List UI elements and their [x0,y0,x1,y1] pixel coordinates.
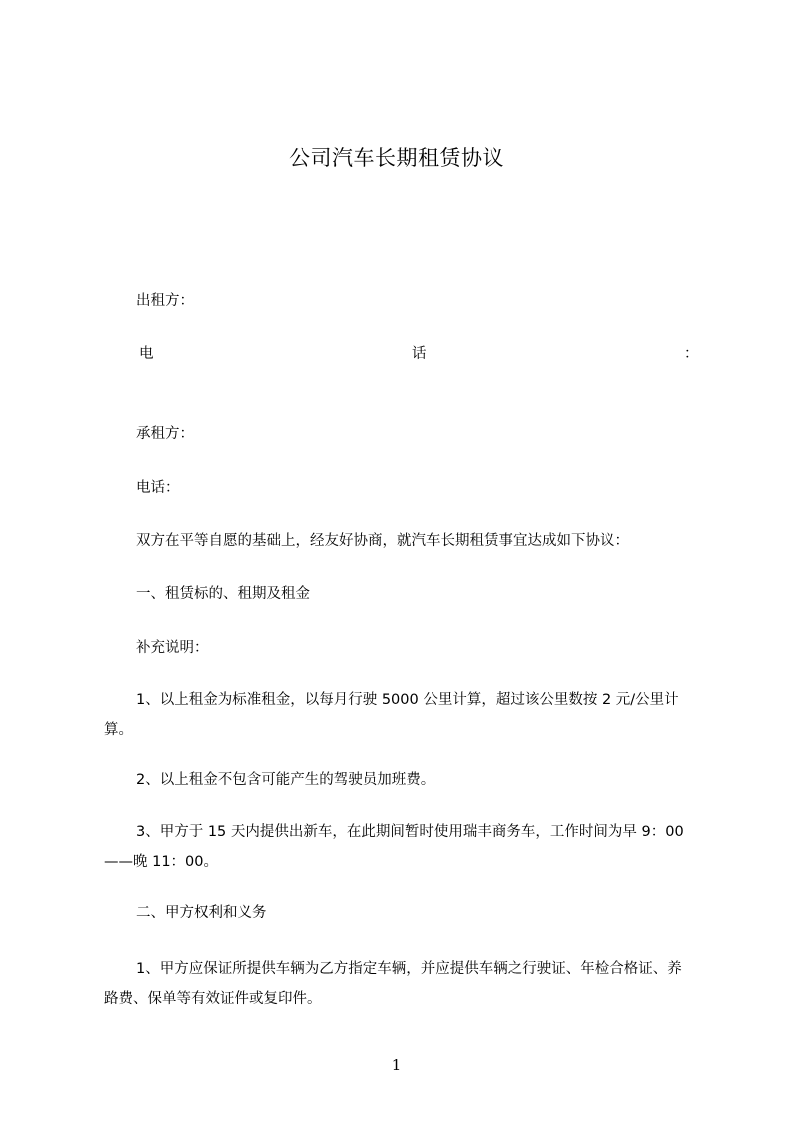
intro-paragraph: 双方在平等自愿的基础上，经友好协商，就汽车长期租赁事宜达成如下协议： [136,533,629,549]
lessor-phone-char-2: 话 [412,346,427,362]
section-2-item-1: 1、甲方应保证所提供车辆为乙方指定车辆，并应提供车辆之行驶证、年检合格证、养路费、保单等有效证件或复印件。 [104,961,682,1007]
lessor-phone-colon: ： [684,346,699,362]
supplement-item-3: 3、甲方于 15 天内提供出新车，在此期间暂时使用瑞丰商务车，工作时间为早 9：00——晚 11：00。 [104,824,684,870]
section-2-heading: 二、甲方权利和义务 [136,905,267,921]
lessee-phone-label: 电话： [136,480,180,496]
lessor-phone-char-1: 电 [139,346,154,362]
lessee-label: 承租方： [136,426,194,442]
supplement-heading: 补充说明： [136,640,209,656]
supplement-item-1: 1、以上租金为标准租金，以每月行驶 5000 公里计算，超过该公里数按 2 元/公里计算。 [104,692,679,738]
supplement-item-2: 2、以上租金不包含可能产生的驾驶员加班费。 [136,772,436,788]
section-1-heading: 一、租赁标的、租期及租金 [136,586,310,602]
document-title: 公司汽车长期租赁协议 [289,146,504,170]
lessor-label: 出租方： [136,293,194,309]
page-number: 1 [391,1056,402,1074]
